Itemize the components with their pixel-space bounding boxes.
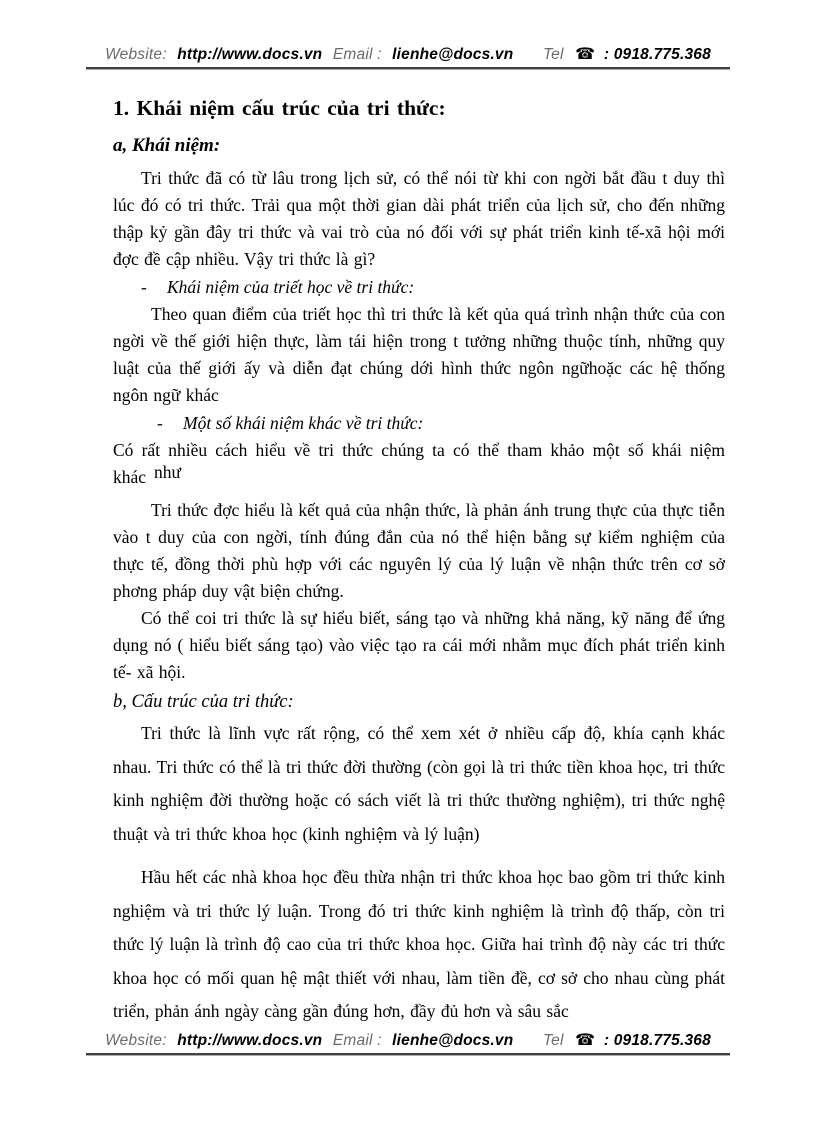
page-footer xyxy=(0,1030,816,1056)
raised-word: như xyxy=(154,462,182,482)
bullet-label: Một số khái niệm khác về tri thức: xyxy=(183,413,424,433)
paragraph-hieu-biet-sang-tao: Có thể coi tri thức là sự hiểu biết, sáng tạo và những khả năng, kỹ năng để ứng dụng nó ( hiểu biết sáng tạo) vào việc tạo ra cái mới nhằm mục đích phát triển kinh tế- xã hội. xyxy=(113,608,725,682)
email-value: lienhe@docs.vn xyxy=(392,46,514,63)
website-label: Website: xyxy=(105,1032,167,1049)
paragraph-ket-qua-nhan-thuc: Tri thức đợc hiểu là kết quả của nhận thức, là phản ánh trung thực của thực tiễn vào t duy của con ngời, tính đúng đắn của nó thể hiện bằng sự kiểm nghiệm của thực tế, đồng thời phù hợp với các nguyên lý của lý luận về nhận thức trên cơ sở phơng pháp duy vật biện chứng. xyxy=(113,500,725,601)
bullet-label: Khái niệm của triết học về tri thức: xyxy=(167,277,415,297)
tel-number: : 0918.775.368 xyxy=(603,46,711,63)
document-body xyxy=(113,84,725,1029)
bullet-triet-hoc xyxy=(141,273,725,301)
paragraph-nhieu-cach-hieu xyxy=(113,437,725,491)
tel-label: Tel xyxy=(542,1032,564,1049)
email-label: Email : xyxy=(332,1032,382,1049)
website-url: http://www.docs.vn xyxy=(177,46,323,63)
footer-rule xyxy=(86,1053,730,1056)
footer-contact-line xyxy=(0,1030,816,1050)
paragraph-nha-khoa-hoc: Hầu hết các nhà khoa học đều thừa nhận tri thức khoa học bao gồm tri thức kinh nghiệm và tri thức lý luận. Trong đó tri thức kinh nghiệm là trình độ thấp, còn tri thức lý luận là trình độ cao của tri thức khoa học. Giữa hai trình độ này các tri thức khoa học có mối quan hệ mật thiết với nhau, làm tiền đề, cơ sở cho nhau cùng phát triển, phản ánh ngày càng gần đúng hơn, đầy đủ hơn và sâu sắc xyxy=(113,867,725,1021)
heading-a-khai-niem: a, Khái niệm: xyxy=(113,135,221,156)
telephone-icon: ☎ xyxy=(575,1032,596,1049)
paragraph-intro: Tri thức đã có từ lâu trong lịch sử, có thể nói từ khi con ngời bắt đầu t duy thì lúc đó có tri thức. Trải qua một thời gian dài phát triển của lịch sử, cho đến những thập kỷ gần đây tri thức và vai trò của nó đối với sự phát triển kinh tế-xã hội mới đợc đề cập nhiều. Vậy tri thức là gì? xyxy=(113,168,725,269)
page-header xyxy=(0,44,816,70)
tel-label: Tel xyxy=(542,46,564,63)
website-label: Website: xyxy=(105,46,167,63)
telephone-icon: ☎ xyxy=(575,46,596,63)
website-url: http://www.docs.vn xyxy=(177,1032,323,1049)
paragraph-linh-vuc-rong: Tri thức là lĩnh vực rất rộng, có thể xem xét ở nhiều cấp độ, khía cạnh khác nhau. Tri thức có thể là tri thức đời thường (còn gọi là tri thức tiền khoa học, tri thức kinh nghiệm đời thường hoặc có sách viết là tri thức thường nghiệm), tri thức nghệ thuật và tri thức khoa học (kinh nghiệm và lý luận) xyxy=(113,723,725,844)
paragraph-triet-hoc: Theo quan điểm của triết học thì tri thức là kết qủa quá trình nhận thức của con ngời về thế giới hiện thực, làm tái hiện trong t tưởng những thuộc tính, những quy luật của thế giới ấy và diễn đạt chúng dới hình thức ngôn ngữhoặc các hệ thống ngôn ngữ khác xyxy=(113,304,725,405)
bullet-khai-niem-khac xyxy=(157,409,725,437)
bullet-dash: - xyxy=(141,277,147,297)
header-rule xyxy=(86,67,730,70)
email-value: lienhe@docs.vn xyxy=(392,1032,514,1049)
bullet-dash: - xyxy=(157,413,163,433)
paragraph-text: Có rất nhiều cách hiểu về tri thức chúng ta có thể tham khảo một số khái niệm khác xyxy=(113,440,725,487)
page-title: 1. Khái niệm cấu trúc của tri thức: xyxy=(113,96,446,120)
email-label: Email : xyxy=(332,46,382,63)
heading-b-cau-truc: b, Cấu trúc của tri thức: xyxy=(113,692,294,712)
header-contact-line xyxy=(0,44,816,64)
tel-number: : 0918.775.368 xyxy=(603,1032,711,1049)
